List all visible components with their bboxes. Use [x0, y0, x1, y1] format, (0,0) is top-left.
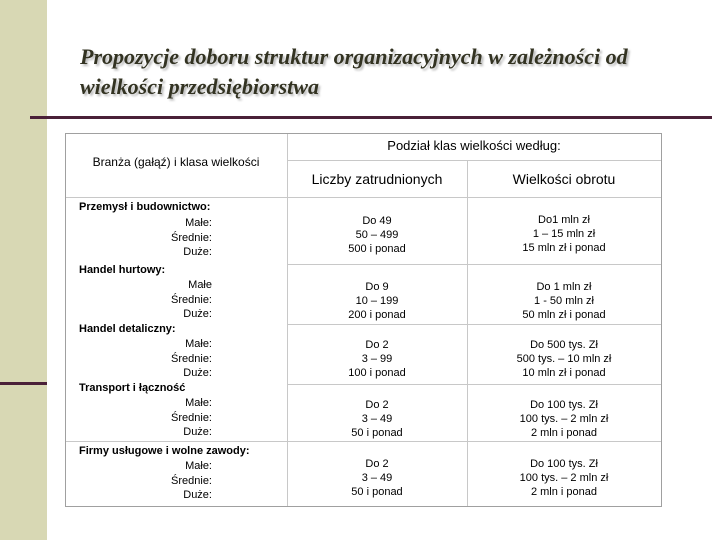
- cell-value: Do 500 tys. Zł: [530, 339, 598, 351]
- employment-cell: [287, 214, 467, 256]
- size-class-label: Duże:: [183, 246, 212, 258]
- size-class-label: Małe: [188, 279, 212, 291]
- side-divider: [0, 382, 47, 385]
- horizontal-gridline: [66, 197, 661, 198]
- cell-value: 50 – 499: [355, 229, 399, 241]
- horizontal-gridline: [287, 160, 661, 161]
- cell-value: Do 1 mln zł: [536, 281, 592, 293]
- cell-value: Do 100 tys. Zł: [530, 458, 598, 470]
- horizontal-gridline: [287, 384, 661, 385]
- cell-value: Do 100 tys. Zł: [530, 399, 598, 411]
- size-class-label: Małe:: [185, 397, 212, 409]
- cell-value: Do1 mln zł: [538, 214, 590, 226]
- cell-value: 200 i ponad: [348, 309, 406, 321]
- sector-label: Transport i łączność: [79, 382, 186, 394]
- employment-cell: [287, 338, 467, 380]
- size-class-label: Średnie:: [171, 352, 212, 365]
- size-class-label: Średnie:: [171, 293, 212, 306]
- cell-value: 100 tys. – 2 mln zł: [519, 472, 609, 484]
- size-class-list: [140, 459, 212, 503]
- sector-label: Handel hurtowy:: [79, 264, 166, 276]
- sector-label: Firmy usługowe i wolne zawody:: [79, 445, 250, 457]
- horizontal-gridline: [287, 264, 661, 265]
- slide-title: Propozycje doboru struktur organizacyjnych w zależności od wielkości przedsiębiorstwa: [80, 44, 628, 99]
- title-divider: [30, 116, 712, 119]
- size-class-label: Średnie:: [171, 474, 212, 487]
- cell-value: Do 2: [365, 339, 389, 351]
- horizontal-gridline: [287, 324, 661, 325]
- turnover-cell: [467, 457, 661, 499]
- cell-value: 1 - 50 mln zł: [534, 295, 594, 307]
- turnover-cell: [467, 280, 661, 322]
- cell-value: 1 – 15 mln zł: [532, 228, 596, 240]
- left-decor-bar: [0, 0, 47, 540]
- size-class-label: Średnie:: [171, 231, 212, 244]
- cell-value: 3 – 49: [361, 472, 393, 484]
- turnover-cell: [467, 398, 661, 440]
- group-header: Podział klas wielkości według:: [387, 138, 561, 153]
- sector-label: Handel detaliczny:: [79, 323, 176, 335]
- size-class-label: Duże:: [183, 367, 212, 379]
- cell-value: 10 mln zł i ponad: [522, 367, 606, 379]
- cell-value: 50 i ponad: [351, 427, 403, 439]
- cell-value: 3 – 49: [361, 413, 393, 425]
- cell-value: 15 mln zł i ponad: [522, 242, 606, 254]
- size-class-label: Małe:: [185, 217, 212, 229]
- cell-value: 500 tys. – 10 mln zł: [516, 353, 612, 365]
- size-class-label: Małe:: [185, 460, 212, 472]
- cell-value: 2 mln i ponad: [530, 427, 598, 439]
- size-class-list: [140, 337, 212, 381]
- employment-cell: [287, 398, 467, 440]
- size-class-label: Średnie:: [171, 411, 212, 424]
- cell-value: Do 2: [365, 399, 389, 411]
- cell-value: 2 mln i ponad: [530, 486, 598, 498]
- size-class-label: Małe:: [185, 338, 212, 350]
- cell-value: Do 2: [365, 458, 389, 470]
- turnover-column-header: Wielkości obrotu: [512, 171, 616, 187]
- sector-label: Przemysł i budownictwo:: [79, 201, 211, 213]
- size-class-label: Duże:: [183, 426, 212, 438]
- corner-header: Branża (gałąź) i klasa wielkości: [92, 155, 260, 169]
- employment-column-header: Liczby zatrudnionych: [311, 171, 443, 187]
- size-class-list: [140, 278, 212, 322]
- cell-value: 50 mln zł i ponad: [522, 309, 606, 321]
- cell-value: Do 9: [365, 281, 389, 293]
- cell-value: Do 49: [362, 215, 392, 227]
- employment-cell: [287, 457, 467, 499]
- horizontal-gridline: [66, 441, 661, 442]
- cell-value: 3 – 99: [361, 353, 393, 365]
- turnover-cell: [467, 338, 661, 380]
- cell-value: 100 i ponad: [348, 367, 406, 379]
- size-class-list: [140, 216, 212, 260]
- size-class-label: Duże:: [183, 308, 212, 320]
- cell-value: 10 – 199: [355, 295, 399, 307]
- vertical-gridline: [467, 160, 468, 506]
- size-class-label: Duże:: [183, 489, 212, 501]
- employment-cell: [287, 280, 467, 322]
- cell-value: 100 tys. – 2 mln zł: [519, 413, 609, 425]
- size-class-list: [140, 396, 212, 440]
- cell-value: 500 i ponad: [348, 243, 406, 255]
- cell-value: 50 i ponad: [351, 486, 403, 498]
- turnover-cell: [467, 213, 661, 255]
